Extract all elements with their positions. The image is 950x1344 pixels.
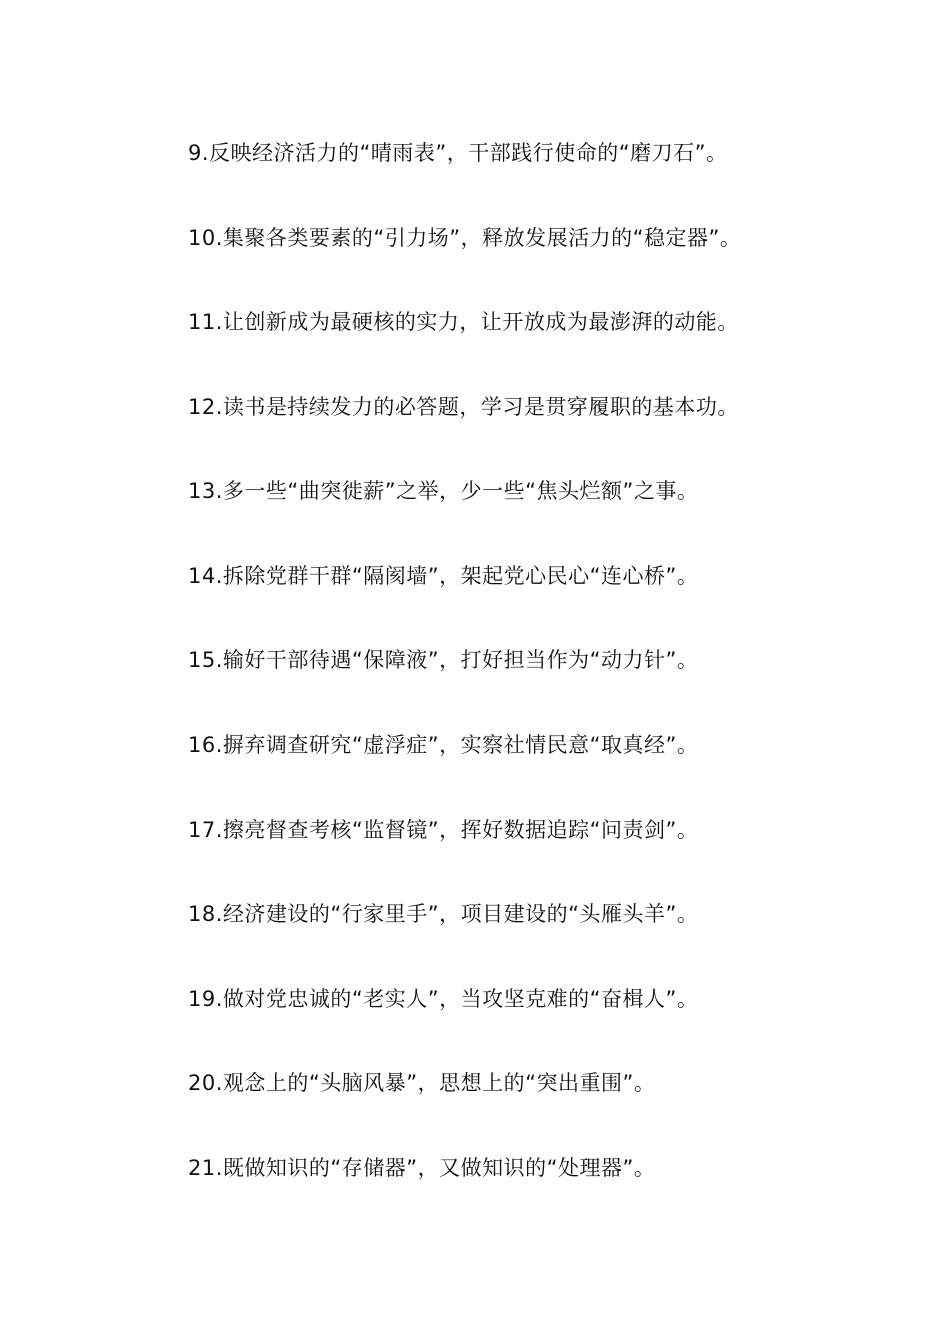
list-item: 17.擦亮督查考核“监督镜”，挥好数据追踪“问责剑”。 [188, 818, 699, 842]
list-item: 12.读书是持续发力的必答题，学习是贯穿履职的基本功。 [188, 395, 739, 419]
list-item: 15.输好干部待遇“保障液”，打好担当作为“动力针”。 [188, 648, 699, 672]
list-item: 19.做对党忠诚的“老实人”，当攻坚克难的“奋楫人”。 [188, 987, 699, 1011]
list-item: 13.多一些“曲突徙薪”之举，少一些“焦头烂额”之事。 [188, 479, 699, 503]
list-item: 9.反映经济活力的“晴雨表”，干部践行使命的“磨刀石”。 [188, 141, 728, 165]
list-item: 16.摒弃调查研究“虚浮症”，实察社情民意“取真经”。 [188, 733, 699, 757]
list-item: 18.经济建设的“行家里手”，项目建设的“头雁头羊”。 [188, 902, 699, 926]
list-item: 10.集聚各类要素的“引力场”，释放发展活力的“稳定器”。 [188, 226, 742, 250]
list-item: 11.让创新成为最硬核的实力，让开放成为最澎湃的动能。 [188, 310, 739, 334]
list-item: 21.既做知识的“存储器”，又做知识的“处理器”。 [188, 1156, 656, 1180]
list-item: 14.拆除党群干群“隔阂墙”，架起党心民心“连心桥”。 [188, 564, 699, 588]
list-item: 20.观念上的“头脑风暴”，思想上的“突出重围”。 [188, 1071, 656, 1095]
